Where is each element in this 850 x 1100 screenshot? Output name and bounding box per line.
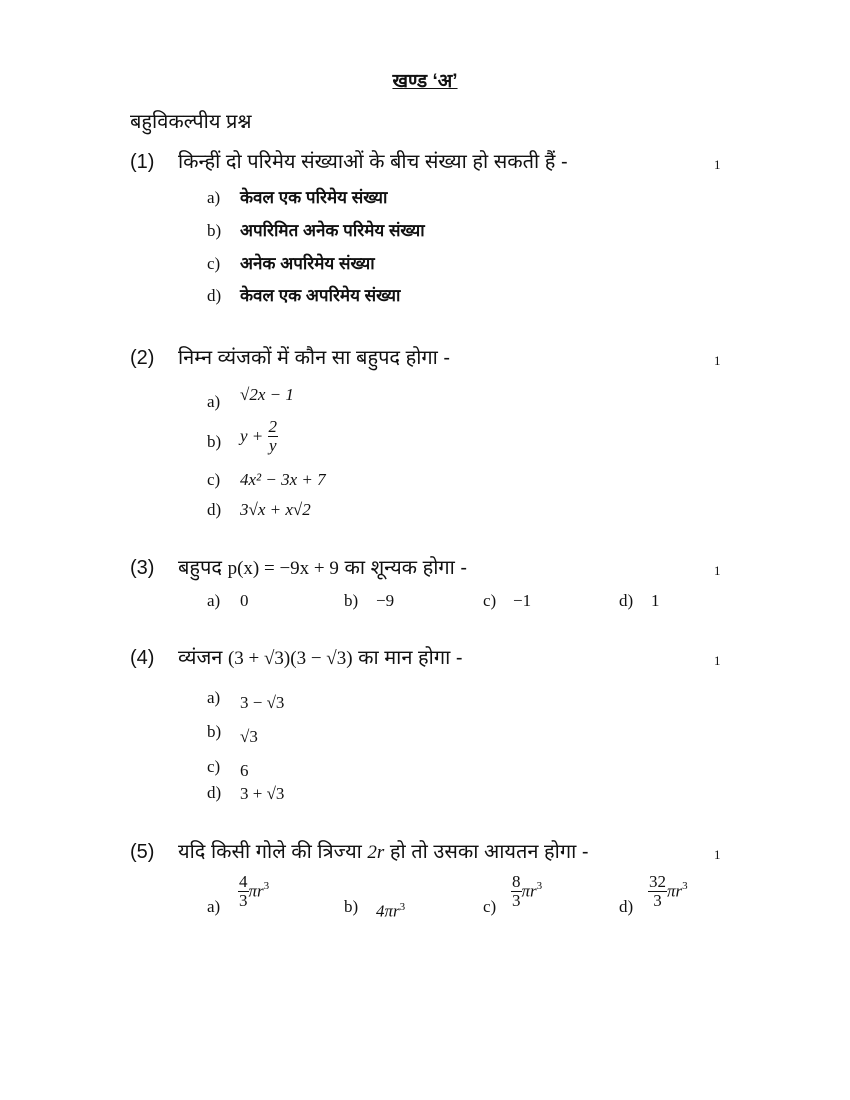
question-number: (5) — [130, 841, 155, 863]
math-suffix: πr — [521, 881, 537, 901]
option-text: केवल एक अपरिमेय संख्या — [240, 286, 401, 305]
option-math: √3 — [240, 727, 258, 746]
option-math: 3 − √3 — [240, 693, 285, 712]
question-number: (4) — [130, 647, 155, 669]
numerator: 32 — [649, 872, 666, 891]
text-before: व्यंजन — [178, 647, 223, 669]
option-label: a) — [207, 897, 221, 916]
option-label: c) — [207, 470, 221, 489]
option-label: c) — [483, 591, 497, 610]
fraction — [511, 873, 522, 910]
option-math: √2x − 1 — [240, 385, 294, 404]
denominator: 3 — [653, 891, 662, 910]
option-label: d) — [619, 591, 634, 610]
text-after: हो तो उसका आयतन होगा - — [389, 841, 589, 863]
option-math: 3√x + x√2 — [240, 500, 311, 519]
option-label: c) — [207, 254, 221, 273]
option-text: अपरिमित अनेक परिमेय संख्या — [240, 221, 425, 240]
math-prefix: y + — [240, 426, 264, 446]
question-text: किन्हीं दो परिमेय संख्याओं के बीच संख्या हो सकती हैं - — [178, 151, 568, 173]
option-math — [240, 418, 278, 455]
option-label: a) — [207, 392, 221, 411]
question-marks: 1 — [714, 847, 721, 862]
option-label: b) — [344, 591, 359, 610]
text-before: यदि किसी गोले की त्रिज्या — [178, 841, 362, 863]
option-label: d) — [619, 897, 634, 916]
math-expression: 2r — [367, 842, 385, 863]
math-suffix: πr — [667, 881, 683, 901]
option-label: c) — [207, 757, 221, 776]
math-text: 4πr — [376, 901, 400, 921]
option-label: b) — [344, 897, 359, 916]
option-label: d) — [207, 500, 222, 519]
fraction — [238, 873, 249, 910]
numerator: 4 — [239, 872, 248, 891]
math-expression: (3 + √3)(3 − √3) — [227, 648, 353, 669]
option-text: केवल एक परिमेय संख्या — [240, 188, 388, 207]
denominator: y — [269, 436, 277, 455]
option-label: b) — [207, 432, 222, 451]
question-text — [178, 646, 462, 671]
text-after: का शून्यक होगा - — [344, 557, 468, 579]
exponent: 3 — [263, 879, 270, 892]
option-math: 3 + √3 — [240, 784, 285, 803]
option-math — [648, 873, 688, 910]
fraction — [648, 873, 667, 910]
question-marks: 1 — [714, 653, 721, 668]
text-after: का मान होगा - — [358, 647, 463, 669]
option-math: 6 — [240, 761, 249, 780]
option-text: अनेक अपरिमेय संख्या — [240, 254, 375, 273]
option-label: a) — [207, 591, 221, 610]
option-math: −9 — [376, 591, 395, 610]
exponent: 3 — [399, 901, 406, 913]
question-number: (2) — [130, 347, 155, 369]
option-math — [511, 873, 542, 910]
option-label: c) — [483, 897, 497, 916]
option-math: 4x² − 3x + 7 — [240, 470, 326, 489]
question-number: (3) — [130, 557, 155, 579]
question-text: निम्न व्यंजकों में कौन सा बहुपद होगा - — [178, 347, 451, 369]
option-label: b) — [207, 722, 222, 741]
math-suffix: πr — [248, 881, 264, 901]
option-math: 0 — [240, 591, 249, 610]
option-label: a) — [207, 188, 221, 207]
option-math — [376, 895, 405, 924]
question-text — [178, 556, 467, 581]
question-marks: 1 — [714, 157, 721, 172]
option-label: d) — [207, 783, 222, 802]
question-text — [178, 840, 589, 865]
math-expression: p(x) = −9x + 9 — [227, 558, 339, 579]
numerator: 2 — [268, 417, 278, 436]
numerator: 8 — [512, 872, 521, 891]
text-before: बहुपद — [178, 557, 223, 579]
question-marks: 1 — [714, 353, 721, 368]
exponent: 3 — [536, 879, 543, 892]
option-math: 1 — [651, 591, 660, 610]
exponent: 3 — [682, 879, 688, 892]
option-label: b) — [207, 221, 222, 240]
question-marks: 1 — [714, 563, 721, 578]
option-math — [238, 873, 269, 910]
section-title: खण्ड ‘अ’ — [392, 71, 458, 92]
option-math: −1 — [513, 591, 532, 610]
denominator: 3 — [512, 891, 521, 910]
fraction — [268, 418, 279, 455]
denominator: 3 — [239, 891, 248, 910]
option-label: a) — [207, 688, 221, 707]
option-label: d) — [207, 286, 222, 305]
section-heading: बहुविकल्पीय प्रश्न — [130, 111, 252, 133]
question-number: (1) — [130, 151, 155, 173]
